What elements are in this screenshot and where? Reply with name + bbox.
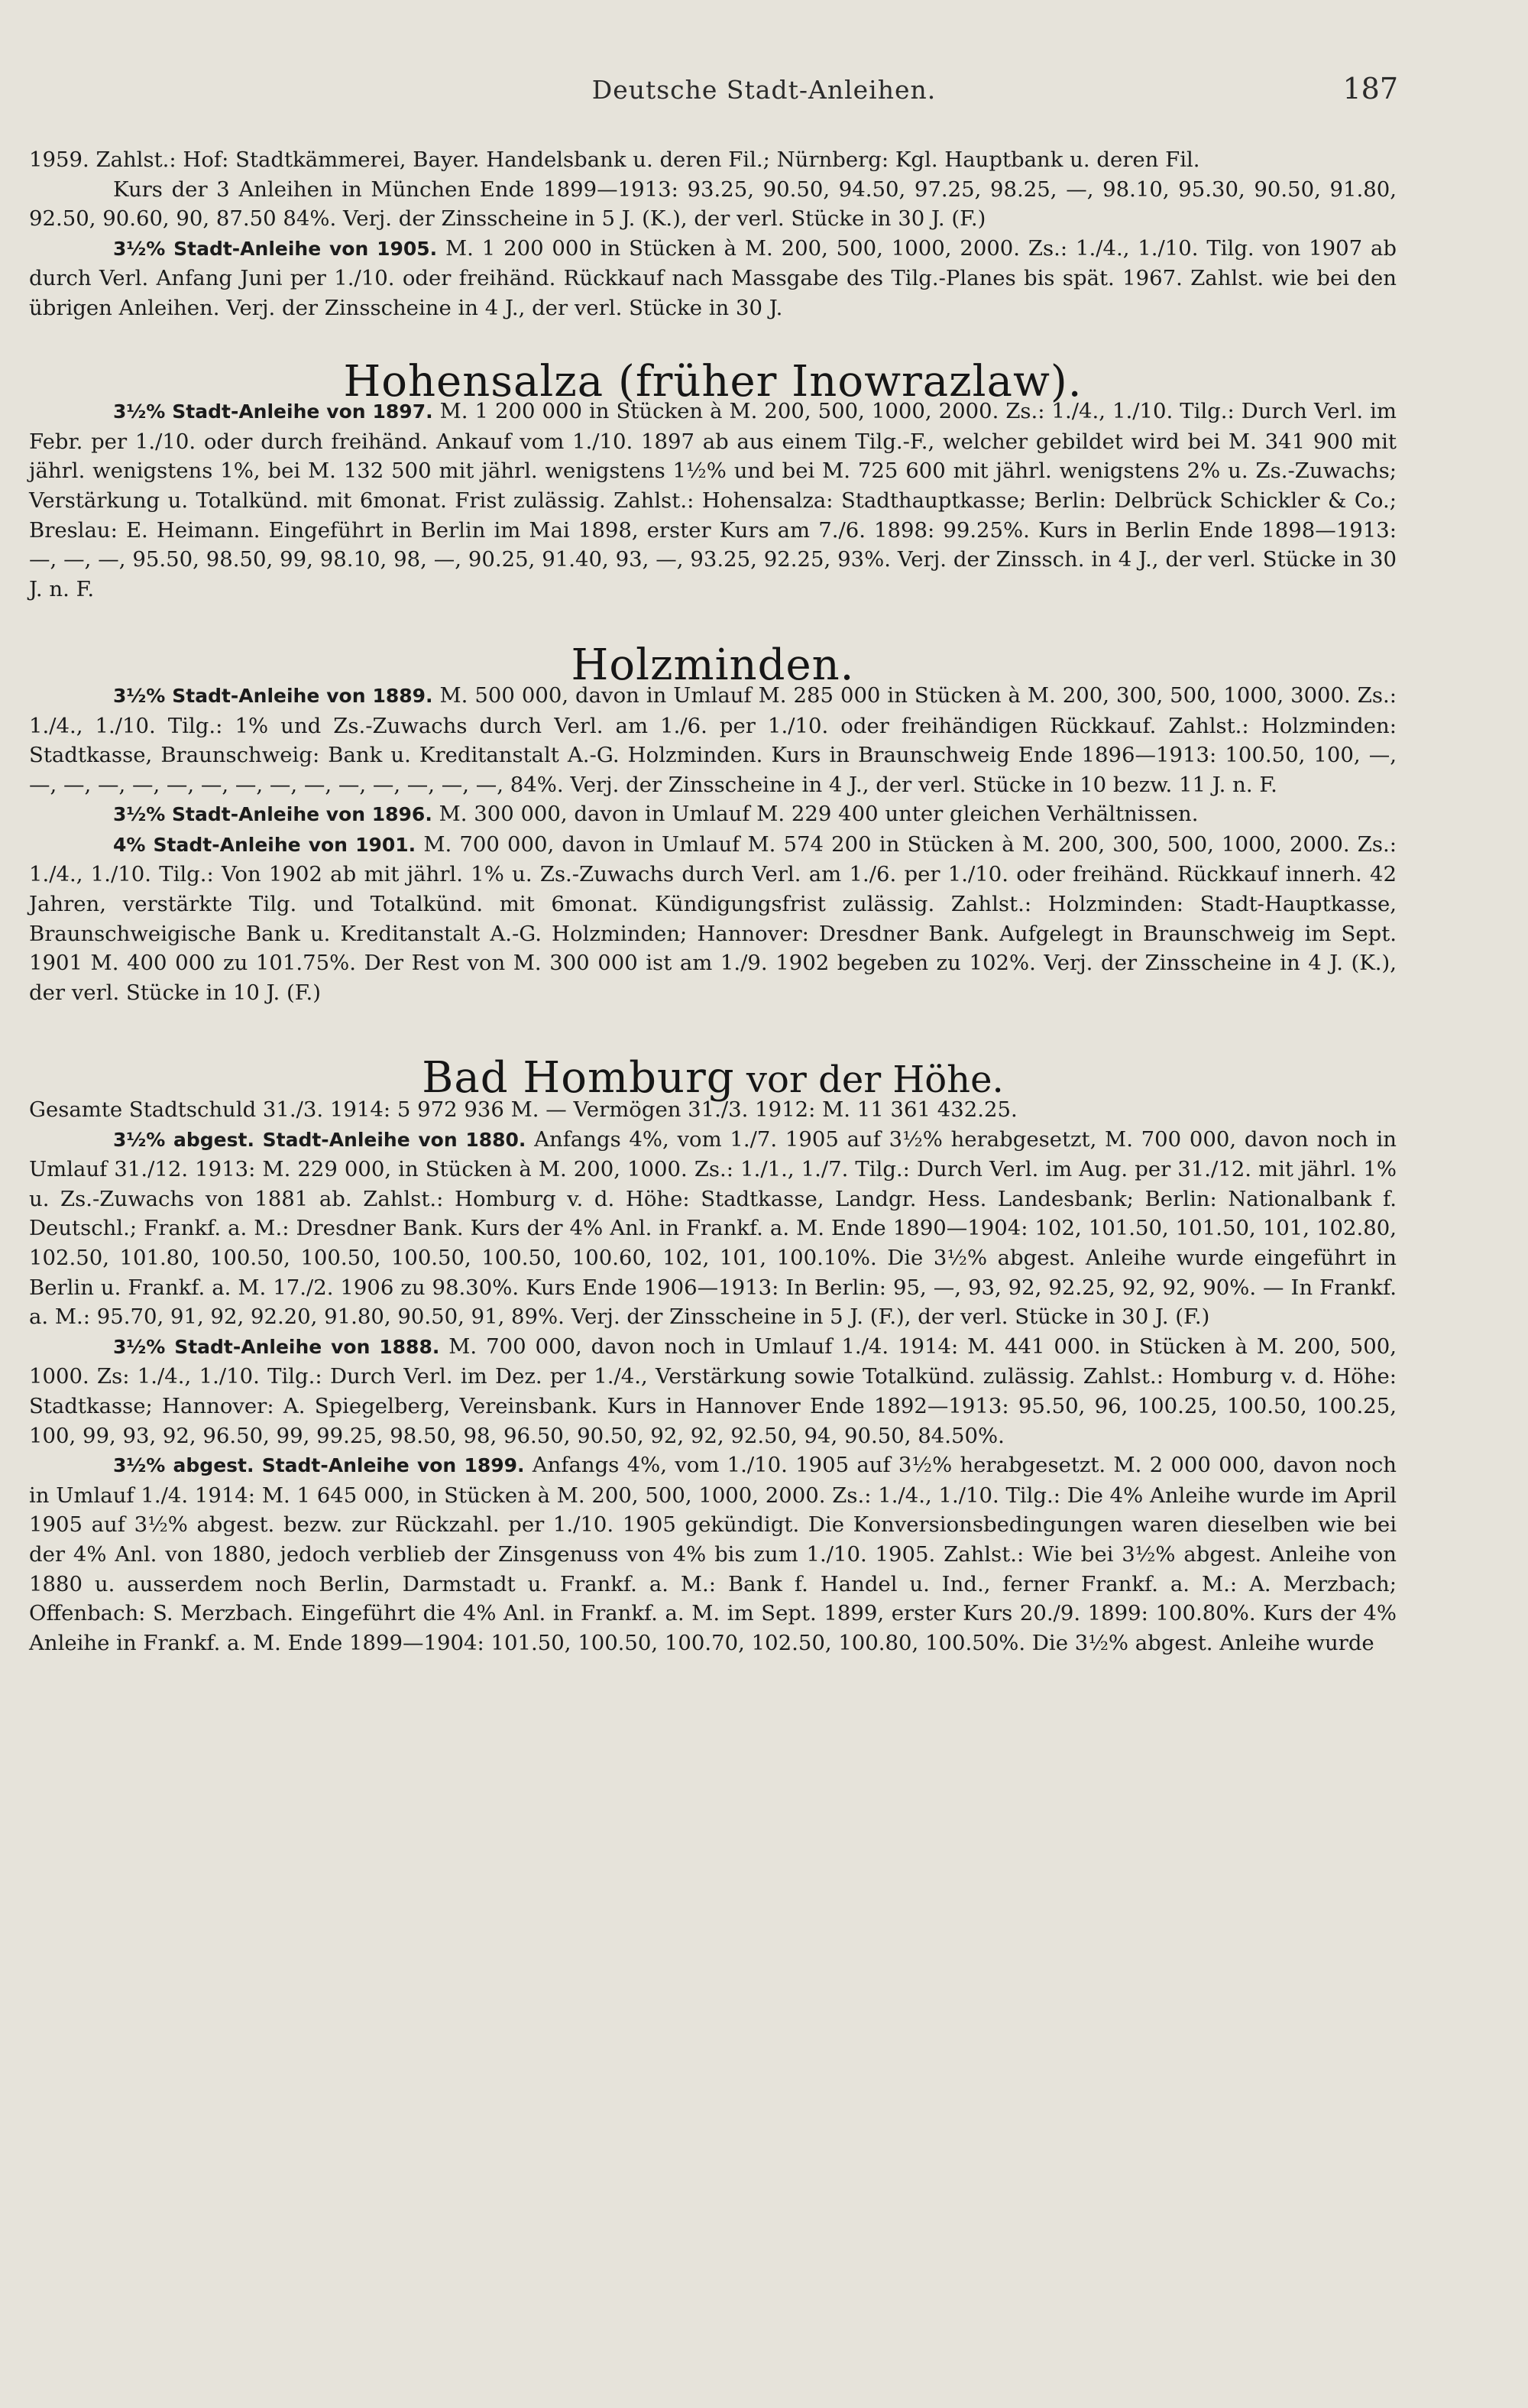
loan-title-holzminden-1896: 3½% Stadt-Anleihe von 1896. bbox=[113, 803, 432, 826]
loan-text-holzminden-1889: M. 500 000, davon in Umlauf M. 285 000 in Stücken à M. 200, 300, 500, 1000, 3000. Zs.: 1./4., 1./10. Tilg.: 1% und Zs.-Zuwachs durch Verl. am 1./6. per 1./10. oder freihändigen Rückkauf. Zahlst.: Holzminden: Stadtkasse, Braunschweig: Bank u. Kreditanstalt A.-G. Holzminden. Kurs in Braunschweig Ende 1896—1913: 100.50, 100, —, —, —, —, —, —, —, —, —, —, —, —, —, —, —, 84%. Verj. der Zinsscheine in 4 J., der verl. Stücke in 10 bezw. 11 J. n. F. bbox=[29, 682, 1397, 797]
section-heading-holzminden: Holzminden. bbox=[571, 640, 855, 691]
holzminden-paragraph-1896 bbox=[29, 799, 1397, 830]
running-title: Deutsche Stadt-Anleihen. bbox=[591, 75, 937, 105]
loan-text-homburg-1888: M. 700 000, davon noch in Umlauf 1./4. 1914: M. 441 000. in Stücken à M. 200, 500, 1000. Zs: 1./4., 1./10. Tilg.: Durch Verl. im Dez. per 1./4., Verstärkung sowie Totalkünd. zulässig. Zahlst.: Homburg v. d. Höhe: Stadtkasse; Hannover: A. Spiegelberg, Vereinsbank. Kurs in Hannover Ende 1892—1913: 95.50, 96, 100.25, 100.50, 100.25, 100, 99, 93, 92, 96.50, 99, 99.25, 98.50, 98, 96.50, 90.50, 92, 92, 92.50, 94, 90.50, 84.50%. bbox=[29, 1334, 1397, 1448]
heading-sub: vor der Höhe. bbox=[734, 1058, 1004, 1102]
holzminden-paragraph-1901 bbox=[29, 830, 1397, 1008]
hohensalza-paragraph-1897 bbox=[29, 397, 1397, 604]
running-header bbox=[0, 67, 1528, 113]
homburg-paragraph-1899 bbox=[29, 1450, 1397, 1658]
intro-paragraph-kurs: Kurs der 3 Anleihen in München Ende 1899—1913: 93.25, 90.50, 94.50, 97.25, 98.25, —, 98.10, 95.30, 90.50, 91.80, 92.50, 90.60, 90, 87.50 84%. Verj. der Zinsscheine in 5 J. (K.), der verl. Stücke in 30 J. (F.) bbox=[29, 177, 1397, 232]
loan-text-hohensalza-1897: M. 1 200 000 in Stücken à M. 200, 500, 1000, 2000. Zs.: 1./4., 1./10. Tilg.: Durch Verl. im Febr. per 1./10. oder durch freihänd. Ankauf vom 1./10. 1897 ab aus einem Tilg.-F., welcher gebildet wird bei M. 341 900 mit jährl. wenigstens 1%, bei M. 132 500 mit jährl. wenigstens 1½% und bei M. 725 600 mit jährl. wenigstens 2% u. Zs.-Zuwachs; Verstärkung u. Totalkünd. mit 6monat. Frist zulässig. Zahlst.: Hohensalza: Stadthauptkasse; Berlin: Delbrück Schickler & Co.; Breslau: E. Heimann. Eingeführt in Berlin im Mai 1898, erster Kurs am 7./6. 1898: 99.25%. Kurs in Berlin Ende 1898—1913: —, —, —, 95.50, 98.50, 99, 98.10, 98, —, 90.25, 91.40, 93, —, 93.25, 92.25, 93%. Verj. der Zinssch. in 4 J., der verl. Stücke in 30 J. n. F. bbox=[29, 399, 1397, 601]
loan-text-holzminden-1901: M. 700 000, davon in Umlauf M. 574 200 in Stücken à M. 200, 300, 500, 1000, 2000. Zs.: 1./4., 1./10. Tilg.: Von 1902 ab mit jährl. 1% u. Zs.-Zuwachs durch Verl. am 1./6. per 1./10. oder freihänd. Rückkauf innerh. 42 Jahren, verstärkte Tilg. und Totalkünd. mit 6monat. Kündigungsfrist zulässig. Zahlst.: Holzminden: Stadt-Hauptkasse, Braunschweigische Bank u. Kreditanstalt A.-G. Holzminden; Hannover: Dresdner Bank. Aufgelegt in Braunschweig im Sept. 1901 M. 400 000 zu 101.75%. Der Rest von M. 300 000 ist am 1./9. 1902 begeben zu 102%. Verj. der Zinsscheine in 4 J. (K.), der verl. Stücke in 10 J. (F.) bbox=[29, 831, 1397, 1005]
loan-title-holzminden-1901: 4% Stadt-Anleihe von 1901. bbox=[113, 833, 416, 856]
loan-text-homburg-1880: Anfangs 4%, vom 1./7. 1905 auf 3½% herabgesetzt, M. 700 000, davon noch in Umlauf 31./12. 1913: M. 229 000, in Stücken à M. 200, 1000. Zs.: 1./1., 1./7. Tilg.: Durch Verl. im Aug. per 31./12. mit jährl. 1% u. Zs.-Zuwachs von 1881 ab. Zahlst.: Homburg v. d. Höhe: Stadtkasse, Landgr. Hess. Landesbank; Berlin: Nationalbank f. Deutschl.; Frankf. a. M.: Dresdner Bank. Kurs der 4% Anl. in Frankf. a. M. Ende 1890—1904: 102, 101.50, 101.50, 101, 102.80, 102.50, 101.80, 100.50, 100.50, 100.50, 100.50, 100.60, 102, 101, 100.10%. Die 3½% abgest. Anleihe wurde eingeführt in Berlin u. Frankf. a. M. 17./2. 1906 zu 98.30%. Kurs Ende 1906—1913: In Berlin: 95, —, 93, 92, 92.25, 92, 92, 90%. — In Frankf. a. M.: 95.70, 91, 92, 92.20, 91.80, 90.50, 91, 89%. Verj. der Zinsscheine in 5 J. (F.), der verl. Stücke in 30 J. (F.) bbox=[29, 1126, 1397, 1330]
loan-title-homburg-1899: 3½% abgest. Stadt-Anleihe von 1899. bbox=[113, 1454, 525, 1477]
loan-text-holzminden-1896: M. 300 000, davon in Umlauf M. 229 400 unter gleichen Verhältnissen. bbox=[432, 802, 1199, 827]
loan-title-homburg-1880: 3½% abgest. Stadt-Anleihe von 1880. bbox=[113, 1128, 526, 1151]
intro-paragraph-zahlstellen: 1959. Zahlst.: Hof: Stadtkämmerei, Bayer. Handelsbank u. deren Fil.; Nürnberg: Kgl. Hauptbank u. deren Fil. bbox=[29, 147, 1200, 172]
holzminden-paragraph-1889 bbox=[29, 681, 1397, 799]
loan-title-1905: 3½% Stadt-Anleihe von 1905. bbox=[113, 237, 438, 260]
homburg-paragraph-1888 bbox=[29, 1332, 1397, 1450]
loan-text-1905: M. 1 200 000 in Stücken à M. 200, 500, 1000, 2000. Zs.: 1./4., 1./10. Tilg. von 1907 ab durch Verl. Anfang Juni per 1./10. oder freihänd. Rückkauf nach Massgabe des Tilg.-Planes bis spät. 1967. Zahlst. wie bei den übrigen Anleihen. Verj. der Zinsscheine in 4 J., der verl. Stücke in 30 J. bbox=[29, 235, 1397, 320]
section-heading-hohensalza: Hohensalza (früher Inowrazlaw). bbox=[343, 356, 1083, 407]
section-heading-bad-homburg bbox=[29, 1053, 1397, 1104]
intro-paragraph-anleihe-1905 bbox=[29, 234, 1397, 323]
loan-text-homburg-1899: Anfangs 4%, vom 1./10. 1905 auf 3½% herabgesetzt. M. 2 000 000, davon noch in Umlauf 1./4. 1914: M. 1 645 000, in Stücken à M. 200, 500, 1000, 2000. Zs.: 1./4., 1./10. Tilg.: Die 4% Anleihe wurde im April 1905 auf 3½% abgest. bezw. zur Rückzahl. per 1./10. 1905 gekündigt. Die Konversionsbedingungen waren dieselben wie bei der 4% Anl. von 1880, jedoch verblieb der Zinsgenuss von 4% bis zum 1./10. 1905. Zahlst.: Wie bei 3½% abgest. Anleihe von 1880 u. ausserdem noch Berlin, Darmstadt u. Frankf. a. M.: Bank f. Handel u. Ind., ferner Frankf. a. M.: A. Merzbach; Offenbach: S. Merzbach. Eingeführt die 4% Anl. in Frankf. a. M. im Sept. 1899, erster Kurs 20./9. 1899: 100.80%. Kurs der 4% Anleihe in Frankf. a. M. Ende 1899—1904: 101.50, 100.50, 100.70, 102.50, 100.80, 100.50%. Die 3½% abgest. Anleihe wurde bbox=[29, 1453, 1397, 1655]
page-number: 187 bbox=[1342, 72, 1398, 105]
homburg-paragraph-stadtschuld: Gesamte Stadtschuld 31./3. 1914: 5 972 936 M. — Vermögen 31./3. 1912: M. 11 361 432.25. bbox=[29, 1097, 1018, 1123]
page-body bbox=[29, 145, 1397, 1658]
heading-main: Bad Homburg bbox=[422, 1053, 735, 1104]
loan-title-homburg-1888: 3½% Stadt-Anleihe von 1888. bbox=[113, 1335, 440, 1358]
loan-title-holzminden-1889: 3½% Stadt-Anleihe von 1889. bbox=[113, 684, 433, 707]
homburg-paragraph-1880 bbox=[29, 1125, 1397, 1332]
loan-title-hohensalza-1897: 3½% Stadt-Anleihe von 1897. bbox=[113, 400, 433, 423]
